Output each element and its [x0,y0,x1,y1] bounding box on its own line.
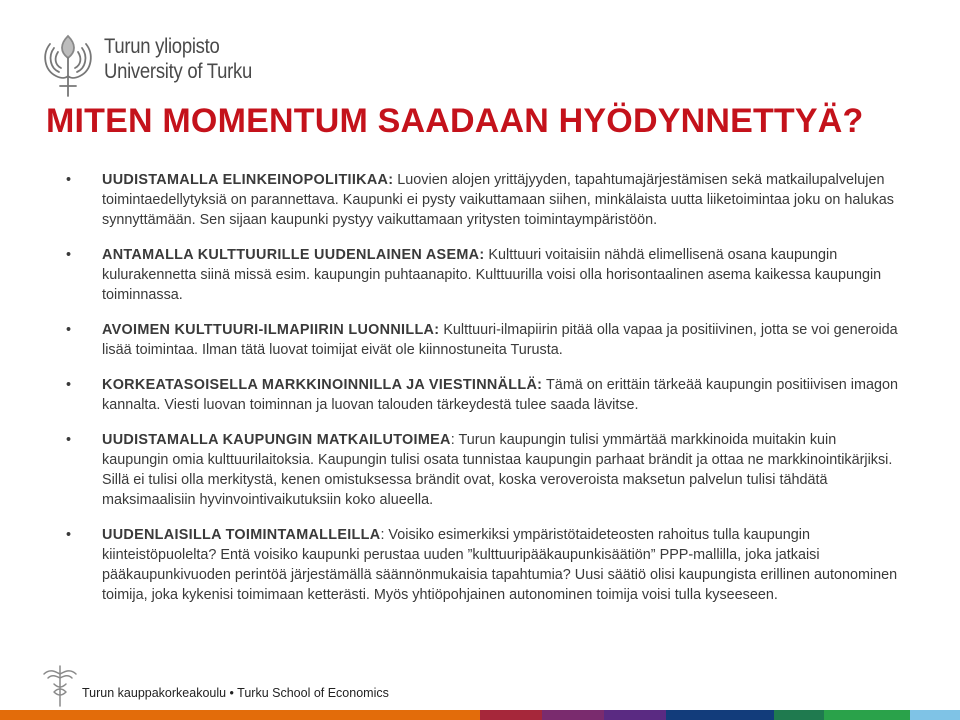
stripe-segment [910,710,960,720]
torch-emblem-icon [38,30,98,98]
item-text: Kulttuuri voitaisiin nähdä elimellisenä osana kaupungin kulurakennetta siinä missä esim. kaupungin puhtaanapito. Kulttuurilla voisi olla horisontaalinen asema kaikessa kaupungin toiminnassa. [102,247,882,303]
item-text: Kulttuuri-ilmapiirin pitää olla vapaa ja positiivinen, jotta se voi generoida lisää toimintaa. Ilman tätä luovat toimijat eivät ole kiinnostuneita Turusta. [102,322,898,358]
logo-wordmark [104,34,252,84]
list-item [64,525,904,605]
item-lead: UUDENLAISILLA TOIMINTAMALLEILLA [102,527,381,543]
list-item [64,170,904,230]
item-text: : Voisiko esimerkiksi ympäristötaideteosten rahoitus tulla kaupungin kiinteistöpuolelta? Entä voisiko kaupunki perustaa uuden ”kulttuuripääkaupunkisäätiön” PPP-mallilla, joka jatkaisi pääkaupunkivuoden perintöä järjestämällä säännönmukaisia tapahtumia? Uusi säätiö olisi kaupungista erillinen autonominen toimija, joka kykenisi toimimaan ketterästi. Myös yhtiöpohjainen autonominen toimija voisi tulla kyseeseen. [102,527,898,603]
bullet-icon: • [66,322,72,338]
item-lead: KORKEATASOISELLA MARKKINOINNILLA JA VIESTINNÄLLÄ: [102,377,543,393]
item-lead: UUDISTAMALLA KAUPUNGIN MATKAILUTOIMEA [102,432,451,448]
item-lead: UUDISTAMALLA ELINKEINOPOLITIIKAA: [102,172,394,188]
stripe-segment [0,710,240,720]
footer-text: Turun kauppakorkeakoulu • Turku School of Economics [82,686,389,700]
stripe-segment [774,710,824,720]
list-item [64,320,904,360]
item-text: Luovien alojen yrittäjyyden, tapahtumajärjestämisen sekä matkailupalvelujen toimintaedellytyksiä on parannettava. Kaupunki ei pysty vaikuttamaan siihen, minkälaista uutta liiketoimintaa joku on halukas synnyttämään. Sen sijaan kaupunki pystyy vaikuttamaan yritysten toimintaympäristöön. [102,172,894,228]
stripe-segment [542,710,604,720]
university-logo [38,30,278,100]
item-text: Tämä on erittäin tärkeää kaupungin positiivisen imagon kannalta. Viesti luovan toiminnan ja luovan talouden tärkeydestä tulee saada lävitse. [102,377,898,413]
stripe-segment [240,710,480,720]
bullet-icon: • [66,377,72,393]
stripe-segment [604,710,666,720]
stripe-segment [824,710,910,720]
bullet-list [64,170,904,620]
list-item [64,430,904,510]
logo-line-en: University of Turku [104,60,253,83]
list-item [64,245,904,305]
bullet-icon: • [66,247,72,263]
item-text: : Turun kaupungin tulisi ymmärtää markkinoida muitakin kuin kaupungin omia kulttuurilaitoksia. Kaupungin tulisi osata tunnistaa kaupungin parhaat brändit ja ottaa ne markkinointikärjiksi. Sillä ei tulisi olla merkitystä, kenen omistuksessa brändit ovat, koska veroveroista maksetun palvelun tulisi tähdätä maksimaalisiin hyvinvointivaikutuksiin koko alueella. [102,432,893,508]
logo-line-fi: Turun yliopisto [104,35,220,58]
list-item [64,375,904,415]
item-lead: AVOIMEN KULTTUURI-ILMAPIIRIN LUONNILLA: [102,322,440,338]
item-lead: ANTAMALLA KULTTUURILLE UUDENLAINEN ASEMA: [102,247,485,263]
bullet-icon: • [66,432,72,448]
slide-title: MITEN MOMENTUM SAADAAN HYÖDYNNETTYÄ? [46,102,864,140]
bullet-icon: • [66,172,72,188]
stripe-segment [666,710,774,720]
stripe-segment [480,710,542,720]
footer-color-stripe [0,710,960,720]
bullet-icon: • [66,527,72,543]
caduceus-icon [40,662,80,708]
